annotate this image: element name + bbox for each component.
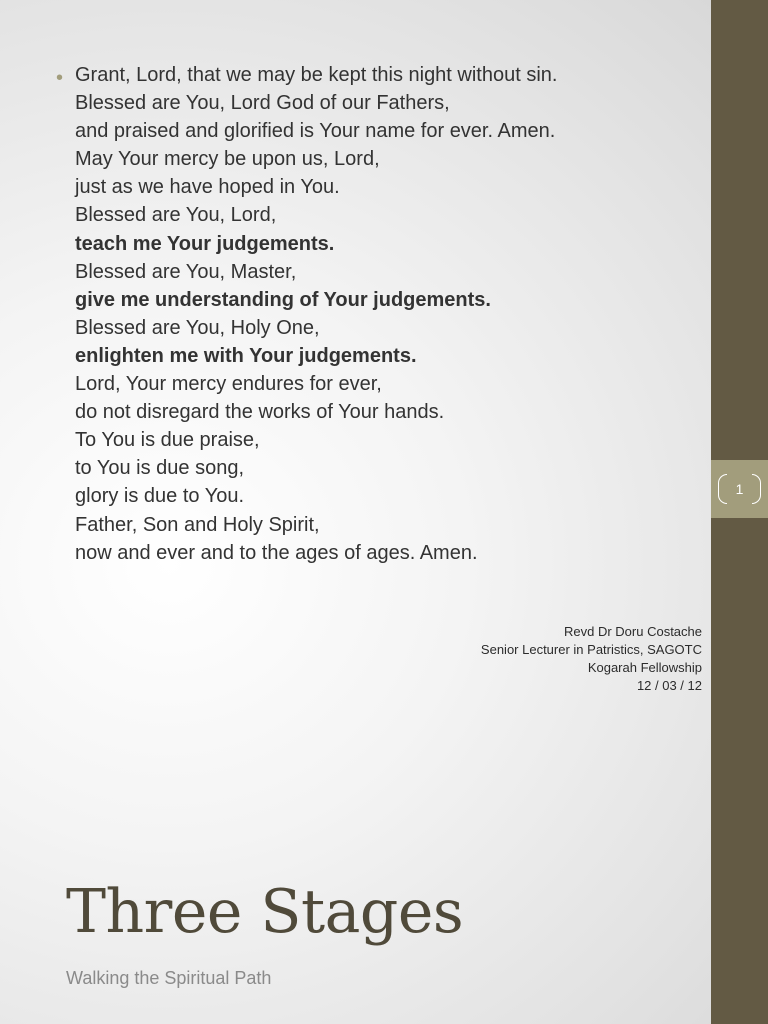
prayer-line: Blessed are You, Holy One, [75, 316, 320, 339]
prayer-line: to You is due song, [75, 457, 245, 480]
prayer-line: teach me Your judgements. [75, 232, 335, 255]
right-brace-icon [752, 474, 761, 504]
prayer-line: Blessed are You, Master, [75, 260, 297, 283]
credits-block [481, 623, 702, 695]
prayer-line: Father, Son and Holy Spirit, [75, 513, 320, 536]
prayer-line: Blessed are You, Lord, [75, 204, 277, 227]
prayer-line: Grant, Lord, that we may be kept this night without sin. [75, 64, 558, 86]
prayer-line: do not disregard the works of Your hands. [75, 401, 445, 424]
prayer-line: just as we have hoped in You. [75, 176, 340, 199]
author-position: Senior Lecturer in Patristics, SAGOTC [480, 642, 702, 657]
prayer-line: enlighten me with Your judgements. [75, 344, 417, 367]
slide-title: Three Stages [66, 877, 464, 947]
prayer-line: and praised and glorified is Your name for ever. Amen. [75, 120, 556, 143]
prayer-line: May Your mercy be upon us, Lord, [75, 148, 380, 171]
author-name: Revd Dr Doru Costache [564, 624, 702, 639]
slide-subtitle: Walking the Spiritual Path [66, 968, 272, 988]
prayer-line: now and ever and to the ages of ages. Amen. [75, 541, 478, 564]
venue: Kogarah Fellowship [587, 660, 702, 675]
prayer-text-block [75, 61, 705, 567]
date: 12 / 03 / 12 [636, 678, 702, 693]
bullet-icon: • [56, 67, 64, 89]
prayer-line: glory is due to You. [75, 485, 245, 508]
slide-number-badge [711, 460, 768, 518]
prayer-line: give me understanding of Your judgements. [75, 288, 491, 311]
prayer-line: Lord, Your mercy endures for ever, [75, 373, 382, 396]
prayer-line: Blessed are You, Lord God of our Fathers, [75, 92, 450, 115]
prayer-line: To You is due praise, [75, 429, 260, 452]
slide-number: 1 [735, 481, 744, 497]
